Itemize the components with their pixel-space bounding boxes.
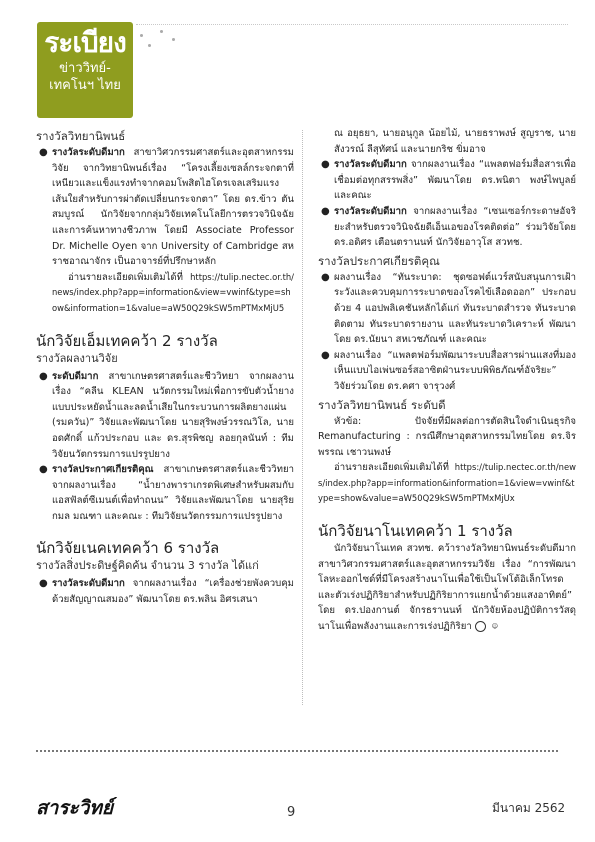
list-item (36, 462, 294, 524)
item-continuation: ณ อยุธยา, นายอนุกูล น้อยไม้, นายธราพงษ์ สูญราช, นายสังวรณ์ ลีสุทัศน์ และนายกริช ขิ่มอาจ (334, 128, 576, 155)
section-title: ระเบียง (44, 26, 126, 59)
bullet-icon: ● (321, 205, 330, 217)
award-level: ระดับดีมาก (52, 370, 99, 382)
section-subheading: รางวัลสิ่งประดิษฐ์คิดค้น จำนวน 3 รางวัล ได้แก่ (36, 559, 259, 573)
section-subtitle-line2: เทคโนฯ ไทย (49, 78, 121, 93)
item-text: สาขาเกษตรศาสตร์และชีววิทยา จากผลงานเรื่อง “น้ำยางพาราเกรดพิเศษสำหรับผสมกับแอสฟัลต์ซีเมนต์เพื่อทำถนน” วิจัยและพัฒนาโดย นายสุริยกมล มณฑา และคณะ : ทีมวิจัยนวัตกรรมการแปรรูปยาง (52, 464, 294, 522)
award-level: รางวัลประกาศเกียรติคุณ (52, 464, 154, 476)
read-more-label: อ่านรายละเอียดเพิ่มเติมได้ที่ (334, 462, 455, 474)
bullet-icon: ● (39, 464, 48, 476)
decorative-dot (140, 34, 143, 37)
section-heading: รางวัลวิทยานิพนธ์ ระดับดี (318, 397, 446, 412)
header-divider (136, 24, 568, 25)
column-divider (302, 130, 303, 705)
decorative-dot (160, 30, 163, 33)
section-heading: นักวิจัยเนคเทคคว้า 6 รางวัล (36, 539, 220, 558)
list-item (36, 145, 294, 270)
body-paragraph (318, 541, 576, 635)
item-text: สาขาวิศวกรรมศาสตร์และอุตสาหกรรมวิจัย จากวิทยานิพนธ์เรื่อง “โครงเลี้ยงเซลล์กระจกตาที่เหนียวและแข็งแรงทำจากคอมโพสิตไฮโดรเจลเสริมแรงเส้นใยสำหรับการผ่าตัดเปลี่ยนกระจกตา” โดย ดร.ข้าว ตันสมบูรณ์ นักวิจัยจากกลุ่มวิจัยเทคโนโลยีการตรวจวินิจฉัยและการค้นหาทางชีวภาพ โดยมี Associate Professor Dr. Michelle Oyen จาก University of Cambridge สหราชอาณาจักร เป็นอาจารย์ที่ปรึกษาหลัก (52, 147, 294, 268)
magazine-logo: สาระวิทย์ (36, 797, 114, 819)
right-column (318, 126, 576, 635)
smile-icon: ☺ (475, 621, 486, 632)
section-heading: รางวัลประกาศเกียรติคุณ (318, 253, 440, 268)
read-more-link[interactable]: https://tulip.nectec.or.th/news/index.php?app=information&information=1&view=vwinf&type=show&value=aW50Q29kSW5mPTMxMjUx (318, 462, 576, 504)
list-item (318, 157, 576, 204)
item-text: จากผลงานเรื่อง “แพลตฟอร์มสื่อสารเพื่อเชื่อมต่อทุกสรรพสิ่ง” พัฒนาโดย ดร.พนิตา พงษ์ไพบูลย์ และคณะ (334, 159, 576, 202)
left-column (36, 126, 294, 608)
section-heading: นักวิจัยเอ็มเทคคว้า 2 รางวัล (36, 331, 218, 350)
section-heading: รางวัลวิทยานิพนธ์ (36, 129, 126, 143)
section-subtitle-line1: ข่าววิทย์- (59, 61, 111, 76)
bullet-icon: ● (321, 349, 330, 361)
bullet-icon: ● (321, 159, 330, 171)
list-item (318, 348, 576, 395)
list-item (318, 204, 576, 251)
bullet-icon: ● (321, 271, 330, 283)
item-text: ผลงานเรื่อง “ทันระบาด: ชุดซอฟต์แวร์สนับสนุนการเฝ้าระวังและควบคุมการระบาดของโรคไข้เลือดออก” ประกอบด้วย 4 แอปพลิเคชันหลักได้แก่ ทันระบาดสำรวจ ทันระบาดติดตาม ทันระบาดรายงาน และทันระบาดวิเคราะห์ พัฒนาโดย ดร.นัยนา สหเวชภัณฑ์ และคณะ (334, 271, 576, 346)
bullet-icon: ● (39, 370, 48, 382)
award-level: รางวัลระดับดีมาก (52, 578, 125, 590)
paragraph-text: นักวิจัยนาโนเทค สวทช. คว้ารางวัลวิทยานิพนธ์ระดับดีมาก สาขาวิศวกรรมศาสตร์และอุตสาหกรรมวิจัย เรื่อง “การพัฒนาโลหะออกไซด์ที่มีโครงสร้างนาโนเพื่อใช้เป็นโฟโต้อิเล็กโทรดและตัวเร่งปฏิกิริยาสำหรับปฏิกิริยาการแยกน้ำด้วยแสงอาทิตย์” โดย ดร.ปองกานต์ จักรธรานนท์ นักวิจัยห้องปฏิบัติการวัสดุนาโนเพื่อพลังงานและการเร่งปฏิกิริยา (318, 543, 576, 633)
section-subheading: รางวัลผลงานวิจัย (36, 351, 118, 365)
item-text: จากผลงานเรื่อง “เซนเซอร์กระดาษอัจริยะสำหรับตรวจวินิจฉัยดีเอ็นเอของโรคติดต่อ” ร่วมวิจัยโดย ดร.อดิศร เตือนตรานนท์ นักวิจัยอาวุโส สวทช. (334, 205, 576, 249)
list-item (36, 576, 294, 607)
section-badge (37, 22, 133, 118)
bullet-icon: ● (39, 578, 48, 590)
award-level: รางวัลระดับดีมาก (52, 147, 125, 158)
thesis-topic: หัวข้อ: ปัจจัยที่มีผลต่อการตัดสินใจดำเนินธุรกิจ Remanufacturing : กรณีศึกษาอุตสาหกรรมไทยโดย ดร.จิรพรรณ เชาวนพงษ์ (318, 415, 576, 458)
list-item (36, 369, 294, 463)
item-text: สาขาเกษตรศาสตร์และชีววิทยา จากผลงานเรื่อง “คลีน KLEAN นวัตกรรมใหม่เพื่อการขับตัวน้ำยางแบบประหยัดน้ำและลดน้ำเสียในกระบวนการผลิตยางแผ่น (รมควัน)” วิจัยและพัฒนาโดย นายสุริพงษ์วรรณวิโล, นายอดศักดิ์ แก้วประกอบ และ ดร.สุรพิชญ ลอยกุลนันท์ : ทีมวิจัยนวัตกรรมการแปรรูปยาง (52, 370, 294, 460)
page-number: 9 (287, 805, 296, 820)
list-item (318, 270, 576, 348)
award-level: รางวัลระดับดีมาก (334, 159, 407, 171)
decorative-dot (148, 44, 151, 47)
issue-date: มีนาคม 2562 (492, 801, 566, 815)
read-more (318, 460, 576, 507)
item-text: จากผลงานเรื่อง “เครื่องช่วยพังควบคุมด้วยสัญญาณสมอง” พัฒนาโดย ดร.พลิน อิศรเสนา (52, 578, 294, 606)
read-more (36, 270, 294, 317)
footer-divider (36, 750, 558, 752)
read-more-label: อ่านรายละเอียดเพิ่มเติมได้ที่ (68, 271, 191, 283)
section-heading: นักวิจัยนาโนเทคคว้า 1 รางวัล (318, 522, 513, 541)
award-level: รางวัลระดับดีมาก (334, 205, 407, 217)
decorative-dot (172, 38, 175, 41)
read-more-link[interactable]: https://tulip.nectec.or.th/news/index.php?app=information&view=vwinf&type=show&information=1&value=aW50Q29kSW5mPTMxMjU5 (52, 271, 294, 313)
item-text: ผลงานเรื่อง “แพลตฟอร์มพัฒนาระบบสื่อสารผ่านแสงที่มองเห็นแบบไอเพ่นซอร์สอาซิตฝ่านระบบพิพิธภัณฑ์อัจริยะ” วิจัยร่วมโดย ดร.คศา จารุวงศ์ (334, 349, 576, 392)
bullet-icon: ● (39, 147, 48, 158)
